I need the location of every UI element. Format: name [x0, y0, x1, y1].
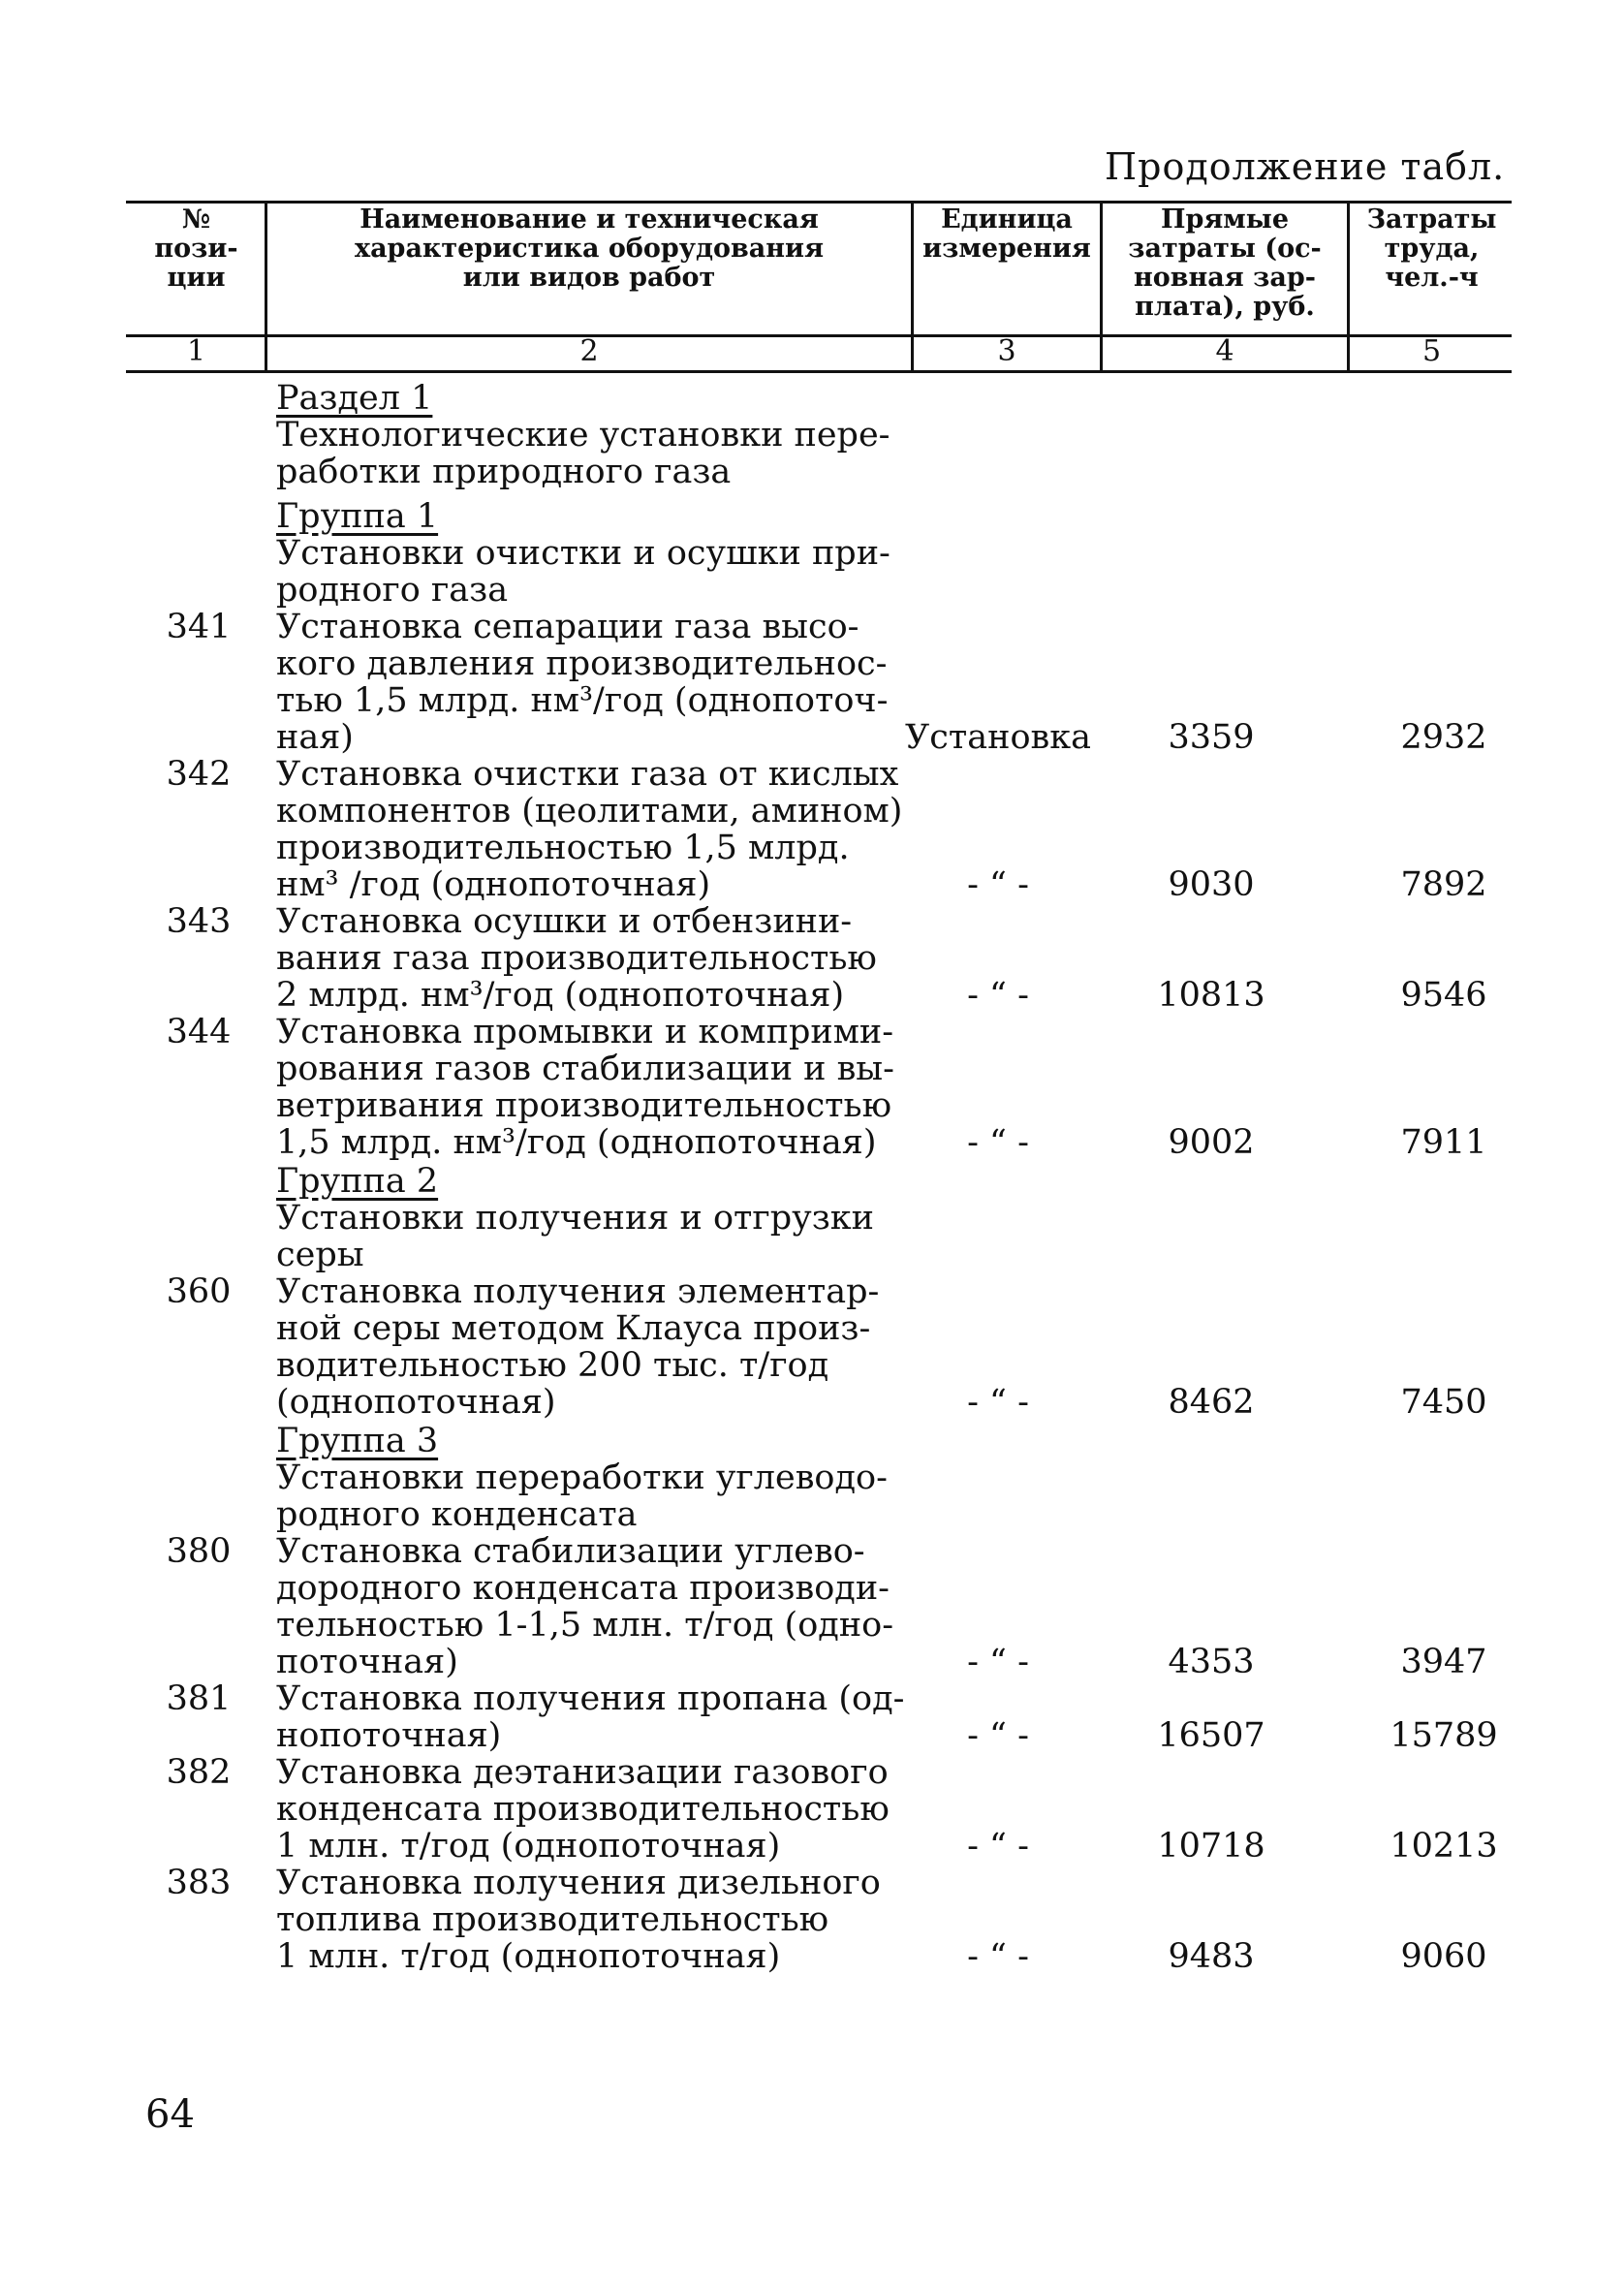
row-position: 360 — [166, 1272, 232, 1311]
section-desc-line: Технологические установки пере- — [276, 416, 890, 455]
row-labor: 7892 — [1400, 865, 1487, 904]
row-position: 342 — [166, 755, 232, 794]
row-labor: 15789 — [1390, 1716, 1498, 1755]
header-unit: Единица измерения — [922, 204, 1091, 264]
row-name-line: 1 млн. т/год (однопоточная) — [276, 1937, 781, 1976]
group-desc-line: Установки получения и отгрузки — [276, 1199, 875, 1238]
row-unit: - “ - — [967, 1123, 1029, 1162]
row-direct-cost: 8462 — [1168, 1383, 1255, 1422]
row-direct-cost: 9002 — [1168, 1123, 1255, 1162]
row-name-line: ная) — [276, 718, 354, 757]
row-labor: 2932 — [1400, 718, 1487, 757]
row-unit: - “ - — [967, 1827, 1029, 1866]
section-title: Раздел 1 — [276, 379, 433, 418]
row-name-line: Установка сепарации газа высо- — [276, 608, 859, 646]
row-name-line: конденсата производительностью — [276, 1790, 890, 1829]
row-unit: - “ - — [967, 1643, 1029, 1681]
row-direct-cost: 4353 — [1168, 1643, 1255, 1681]
row-name-line: топлива производительностью — [276, 1900, 829, 1939]
column-number-3: 3 — [997, 334, 1016, 368]
row-name-line: дородного конденсата производи- — [276, 1569, 890, 1608]
row-labor: 10213 — [1390, 1827, 1498, 1866]
row-unit: - “ - — [967, 1383, 1029, 1422]
row-name-line: Установка получения элементар- — [276, 1272, 880, 1311]
header-divider-1 — [265, 201, 267, 373]
group-title: Группа 2 — [276, 1162, 439, 1201]
column-number-5: 5 — [1421, 334, 1442, 368]
table-top-rule — [126, 201, 1512, 204]
row-name-line: Установка очистки газа от кислых — [276, 755, 899, 794]
row-name-line: Установка получения пропана (од- — [276, 1679, 905, 1718]
row-position: 341 — [166, 608, 232, 646]
row-name-line: (однопоточная) — [276, 1383, 556, 1422]
row-labor: 9546 — [1400, 976, 1487, 1015]
row-unit: - “ - — [967, 1937, 1029, 1976]
row-name-line: вания газа производительностью — [276, 939, 877, 978]
header-divider-4 — [1347, 201, 1350, 373]
row-position: 343 — [166, 902, 232, 941]
row-name-line: ной серы методом Клауса произ- — [276, 1309, 871, 1348]
row-unit: - “ - — [967, 976, 1029, 1015]
row-position: 344 — [166, 1013, 232, 1051]
row-name-line: 1,5 млрд. нм³/год (однопоточная) — [276, 1123, 877, 1162]
row-name-line: тью 1,5 млрд. нм³/год (однопоточ- — [276, 681, 889, 720]
page-number: 64 — [145, 2092, 195, 2137]
row-name-line: Установка осушки и отбензини- — [276, 902, 853, 941]
row-name-line: нм³ /год (однопоточная) — [276, 865, 711, 904]
header-divider-3 — [1100, 201, 1103, 373]
row-labor: 7911 — [1400, 1123, 1487, 1162]
header-position: № пози- ции — [154, 204, 238, 293]
row-name-line: тельностью 1-1,5 млн. т/год (одно- — [276, 1606, 894, 1645]
row-labor: 7450 — [1400, 1383, 1487, 1422]
group-title: Группа 3 — [276, 1422, 439, 1460]
row-name-line: рования газов стабилизации и вы- — [276, 1050, 894, 1088]
section-desc-line: работки природного газа — [276, 453, 732, 491]
row-unit: - “ - — [967, 1716, 1029, 1755]
row-name-line: компонентов (цеолитами, амином) — [276, 792, 903, 831]
row-labor: 9060 — [1400, 1937, 1487, 1976]
row-name-line: водительностью 200 тыс. т/год — [276, 1346, 829, 1385]
row-name-line: Установка стабилизации углево- — [276, 1532, 865, 1571]
row-name-line: Установка получения дизельного — [276, 1864, 881, 1902]
row-position: 380 — [166, 1532, 232, 1571]
row-name-line: нопоточная) — [276, 1716, 502, 1755]
row-direct-cost: 10813 — [1157, 976, 1265, 1015]
group-desc-line: родного конденсата — [276, 1495, 638, 1534]
row-name-line: 1 млн. т/год (однопоточная) — [276, 1827, 781, 1866]
table-continuation-caption: Продолжение табл. — [1105, 145, 1506, 188]
row-name-line: поточная) — [276, 1643, 458, 1681]
column-number-2: 2 — [579, 334, 599, 368]
group-desc-line: Установки переработки углеводо- — [276, 1458, 888, 1497]
row-position: 381 — [166, 1679, 232, 1718]
group-desc-line: серы — [276, 1236, 364, 1274]
header-labor: Затраты труда, чел.-ч — [1366, 204, 1497, 293]
header-direct-costs: Прямые затраты (ос- новная зар- плата), руб. — [1128, 204, 1322, 322]
group-title: Группа 1 — [276, 497, 439, 536]
row-direct-cost: 9030 — [1168, 865, 1255, 904]
group-desc-line: Установки очистки и осушки при- — [276, 534, 890, 573]
column-number-1: 1 — [186, 334, 206, 368]
number-row-bottom-rule — [126, 370, 1512, 373]
row-unit: - “ - — [967, 865, 1029, 904]
row-name-line: производительностью 1,5 млрд. — [276, 829, 850, 867]
row-name-line: Установка деэтанизации газового — [276, 1753, 889, 1792]
row-direct-cost: 16507 — [1157, 1716, 1265, 1755]
row-direct-cost: 3359 — [1168, 718, 1255, 757]
row-direct-cost: 9483 — [1168, 1937, 1255, 1976]
row-name-line: Установка промывки и комприми- — [276, 1013, 894, 1051]
header-name: Наименование и техническая характеристика оборудования или видов работ — [354, 204, 825, 293]
row-name-line: ветривания производительностью — [276, 1086, 892, 1125]
column-number-4: 4 — [1215, 334, 1234, 368]
group-desc-line: родного газа — [276, 571, 509, 610]
row-name-line: 2 млрд. нм³/год (однопоточная) — [276, 976, 845, 1015]
row-position: 383 — [166, 1864, 232, 1902]
row-name-line: кого давления производительнос- — [276, 644, 888, 683]
header-divider-2 — [911, 201, 914, 373]
row-labor: 3947 — [1400, 1643, 1487, 1681]
row-direct-cost: 10718 — [1157, 1827, 1265, 1866]
row-unit: Установка — [905, 718, 1091, 757]
row-position: 382 — [166, 1753, 232, 1792]
